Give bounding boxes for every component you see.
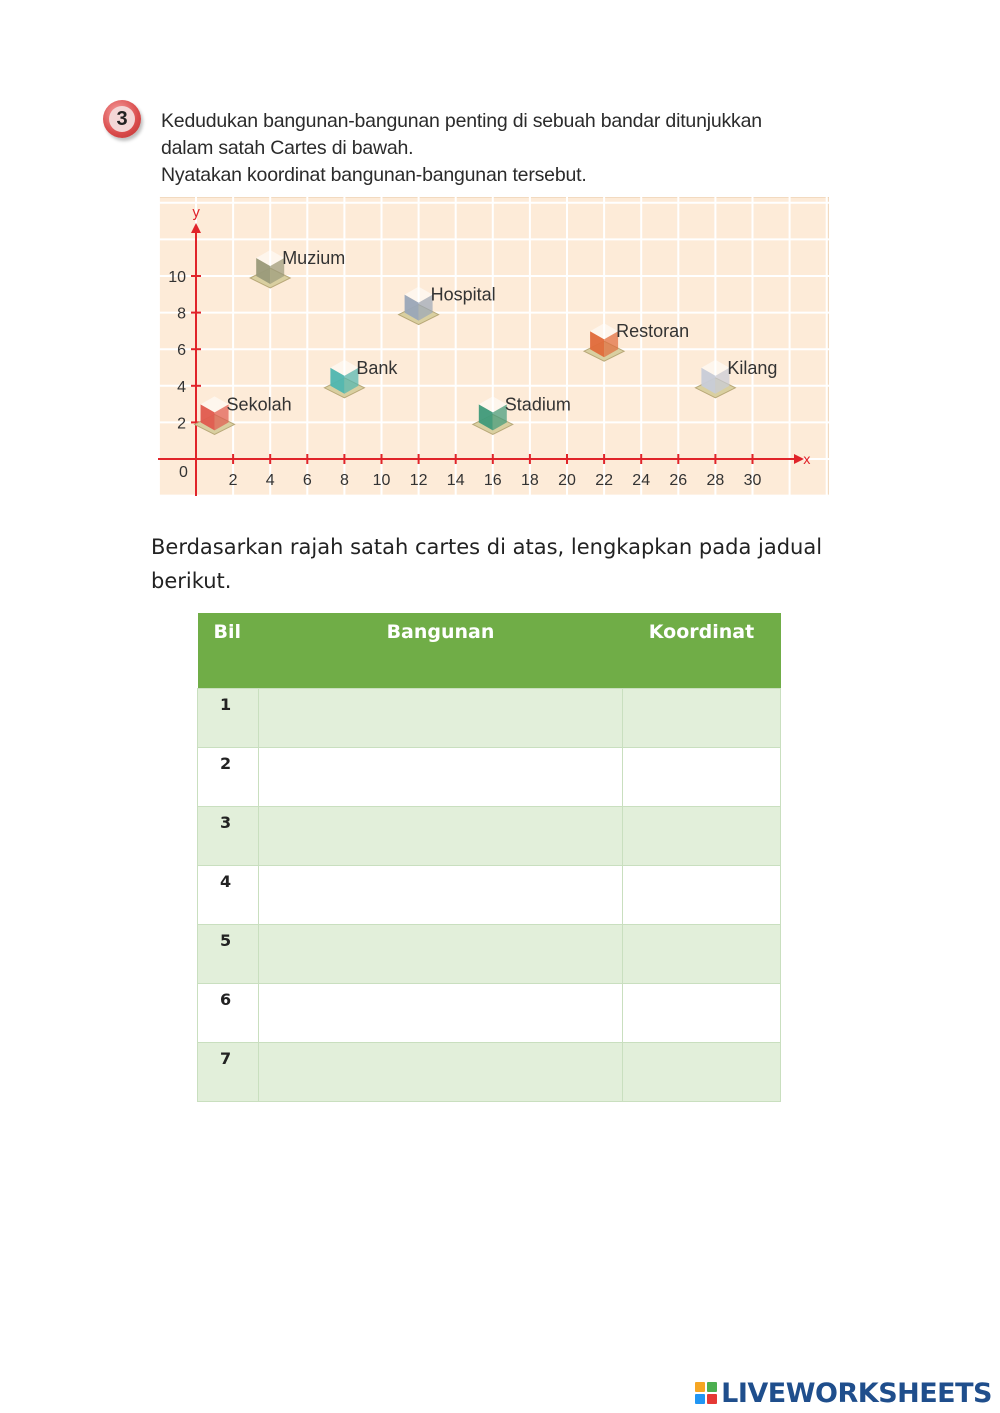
building-label: Stadium	[504, 394, 571, 415]
question-text	[161, 108, 851, 189]
bangunan-answer-cell[interactable]	[259, 807, 623, 866]
table-row	[198, 866, 781, 925]
origin-label: 0	[179, 464, 188, 481]
y-tick-label: 6	[177, 342, 186, 360]
table-row	[198, 689, 781, 748]
bangunan-answer-cell[interactable]	[259, 925, 623, 984]
table-row	[198, 748, 781, 807]
table-row	[198, 807, 781, 866]
y-tick-label: 2	[177, 415, 186, 433]
table-header-row	[198, 613, 781, 689]
x-tick-label: 10	[372, 472, 391, 489]
question-line-2: dalam satah Cartes di bawah.	[161, 137, 414, 159]
bangunan-answer-cell[interactable]	[259, 748, 623, 807]
x-tick-label: 16	[483, 472, 502, 489]
x-tick-label: 12	[409, 472, 428, 489]
header-bil: Bil	[198, 613, 259, 689]
building-label: Restoran	[616, 321, 690, 342]
row-number: 2	[198, 748, 259, 807]
answer-table	[197, 613, 781, 1102]
y-tick-label: 4	[177, 378, 186, 396]
header-koordinat: Koordinat	[623, 613, 781, 689]
row-number: 5	[198, 925, 259, 984]
bangunan-answer-cell[interactable]	[259, 689, 623, 748]
row-number: 7	[198, 1043, 259, 1102]
logo-square	[707, 1382, 717, 1392]
bangunan-answer-cell[interactable]	[259, 1043, 623, 1102]
x-tick-label: 18	[521, 472, 539, 489]
x-tick-label: 14	[446, 472, 465, 489]
row-number: 6	[198, 984, 259, 1043]
logo-square	[695, 1394, 705, 1404]
y-axis-label: y	[192, 205, 201, 221]
koordinat-answer-cell[interactable]	[623, 807, 781, 866]
logo-square	[707, 1394, 717, 1404]
building-label: Muzium	[282, 248, 346, 268]
x-tick-label: 26	[669, 472, 688, 489]
building-label: Sekolah	[226, 394, 292, 415]
koordinat-answer-cell[interactable]	[623, 866, 781, 925]
liveworksheets-wordmark: LIVEWORKSHEETS	[721, 1377, 992, 1409]
koordinat-answer-cell[interactable]	[623, 1043, 781, 1102]
header-bangunan: Bangunan	[259, 613, 623, 689]
koordinat-answer-cell[interactable]	[623, 689, 781, 748]
bangunan-answer-cell[interactable]	[259, 984, 623, 1043]
question-number-badge	[103, 100, 141, 138]
liveworksheets-branding[interactable]	[695, 1375, 992, 1411]
x-tick-label: 22	[595, 472, 613, 489]
logo-square	[695, 1382, 705, 1392]
building-label: Bank	[356, 357, 398, 378]
table-row	[198, 1043, 781, 1102]
row-number: 1	[198, 689, 259, 748]
row-number: 4	[198, 866, 259, 925]
cartesian-plane	[158, 197, 829, 496]
table-row	[198, 984, 781, 1043]
building-label: Kilang	[727, 357, 778, 378]
y-tick-label: 8	[177, 305, 186, 323]
koordinat-answer-cell[interactable]	[623, 748, 781, 807]
x-tick-label: 20	[558, 472, 576, 489]
x-tick-label: 30	[743, 472, 762, 489]
x-tick-label: 8	[339, 472, 349, 489]
x-axis-label: x	[803, 453, 811, 468]
x-tick-label: 28	[706, 472, 725, 489]
liveworksheets-logo-icon	[695, 1382, 717, 1404]
x-tick-label: 2	[228, 472, 238, 489]
question-line-3: Nyatakan koordinat bangunan-bangunan tersebut.	[161, 164, 587, 186]
x-tick-label: 4	[265, 472, 275, 489]
koordinat-answer-cell[interactable]	[623, 984, 781, 1043]
koordinat-answer-cell[interactable]	[623, 925, 781, 984]
x-tick-label: 24	[632, 472, 651, 489]
x-tick-label: 6	[302, 472, 312, 489]
question-number: 3	[109, 106, 135, 132]
question-line-1: Kedudukan bangunan-bangunan penting di sebuah bandar ditunjukkan	[161, 110, 762, 132]
instruction-text: Berdasarkan rajah satah cartes di atas, lengkapkan pada jadual berikut.	[151, 535, 823, 593]
table-row	[198, 925, 781, 984]
building-label: Hospital	[430, 284, 496, 305]
row-number: 3	[198, 807, 259, 866]
y-tick-label: 10	[168, 269, 186, 286]
bangunan-answer-cell[interactable]	[259, 866, 623, 925]
